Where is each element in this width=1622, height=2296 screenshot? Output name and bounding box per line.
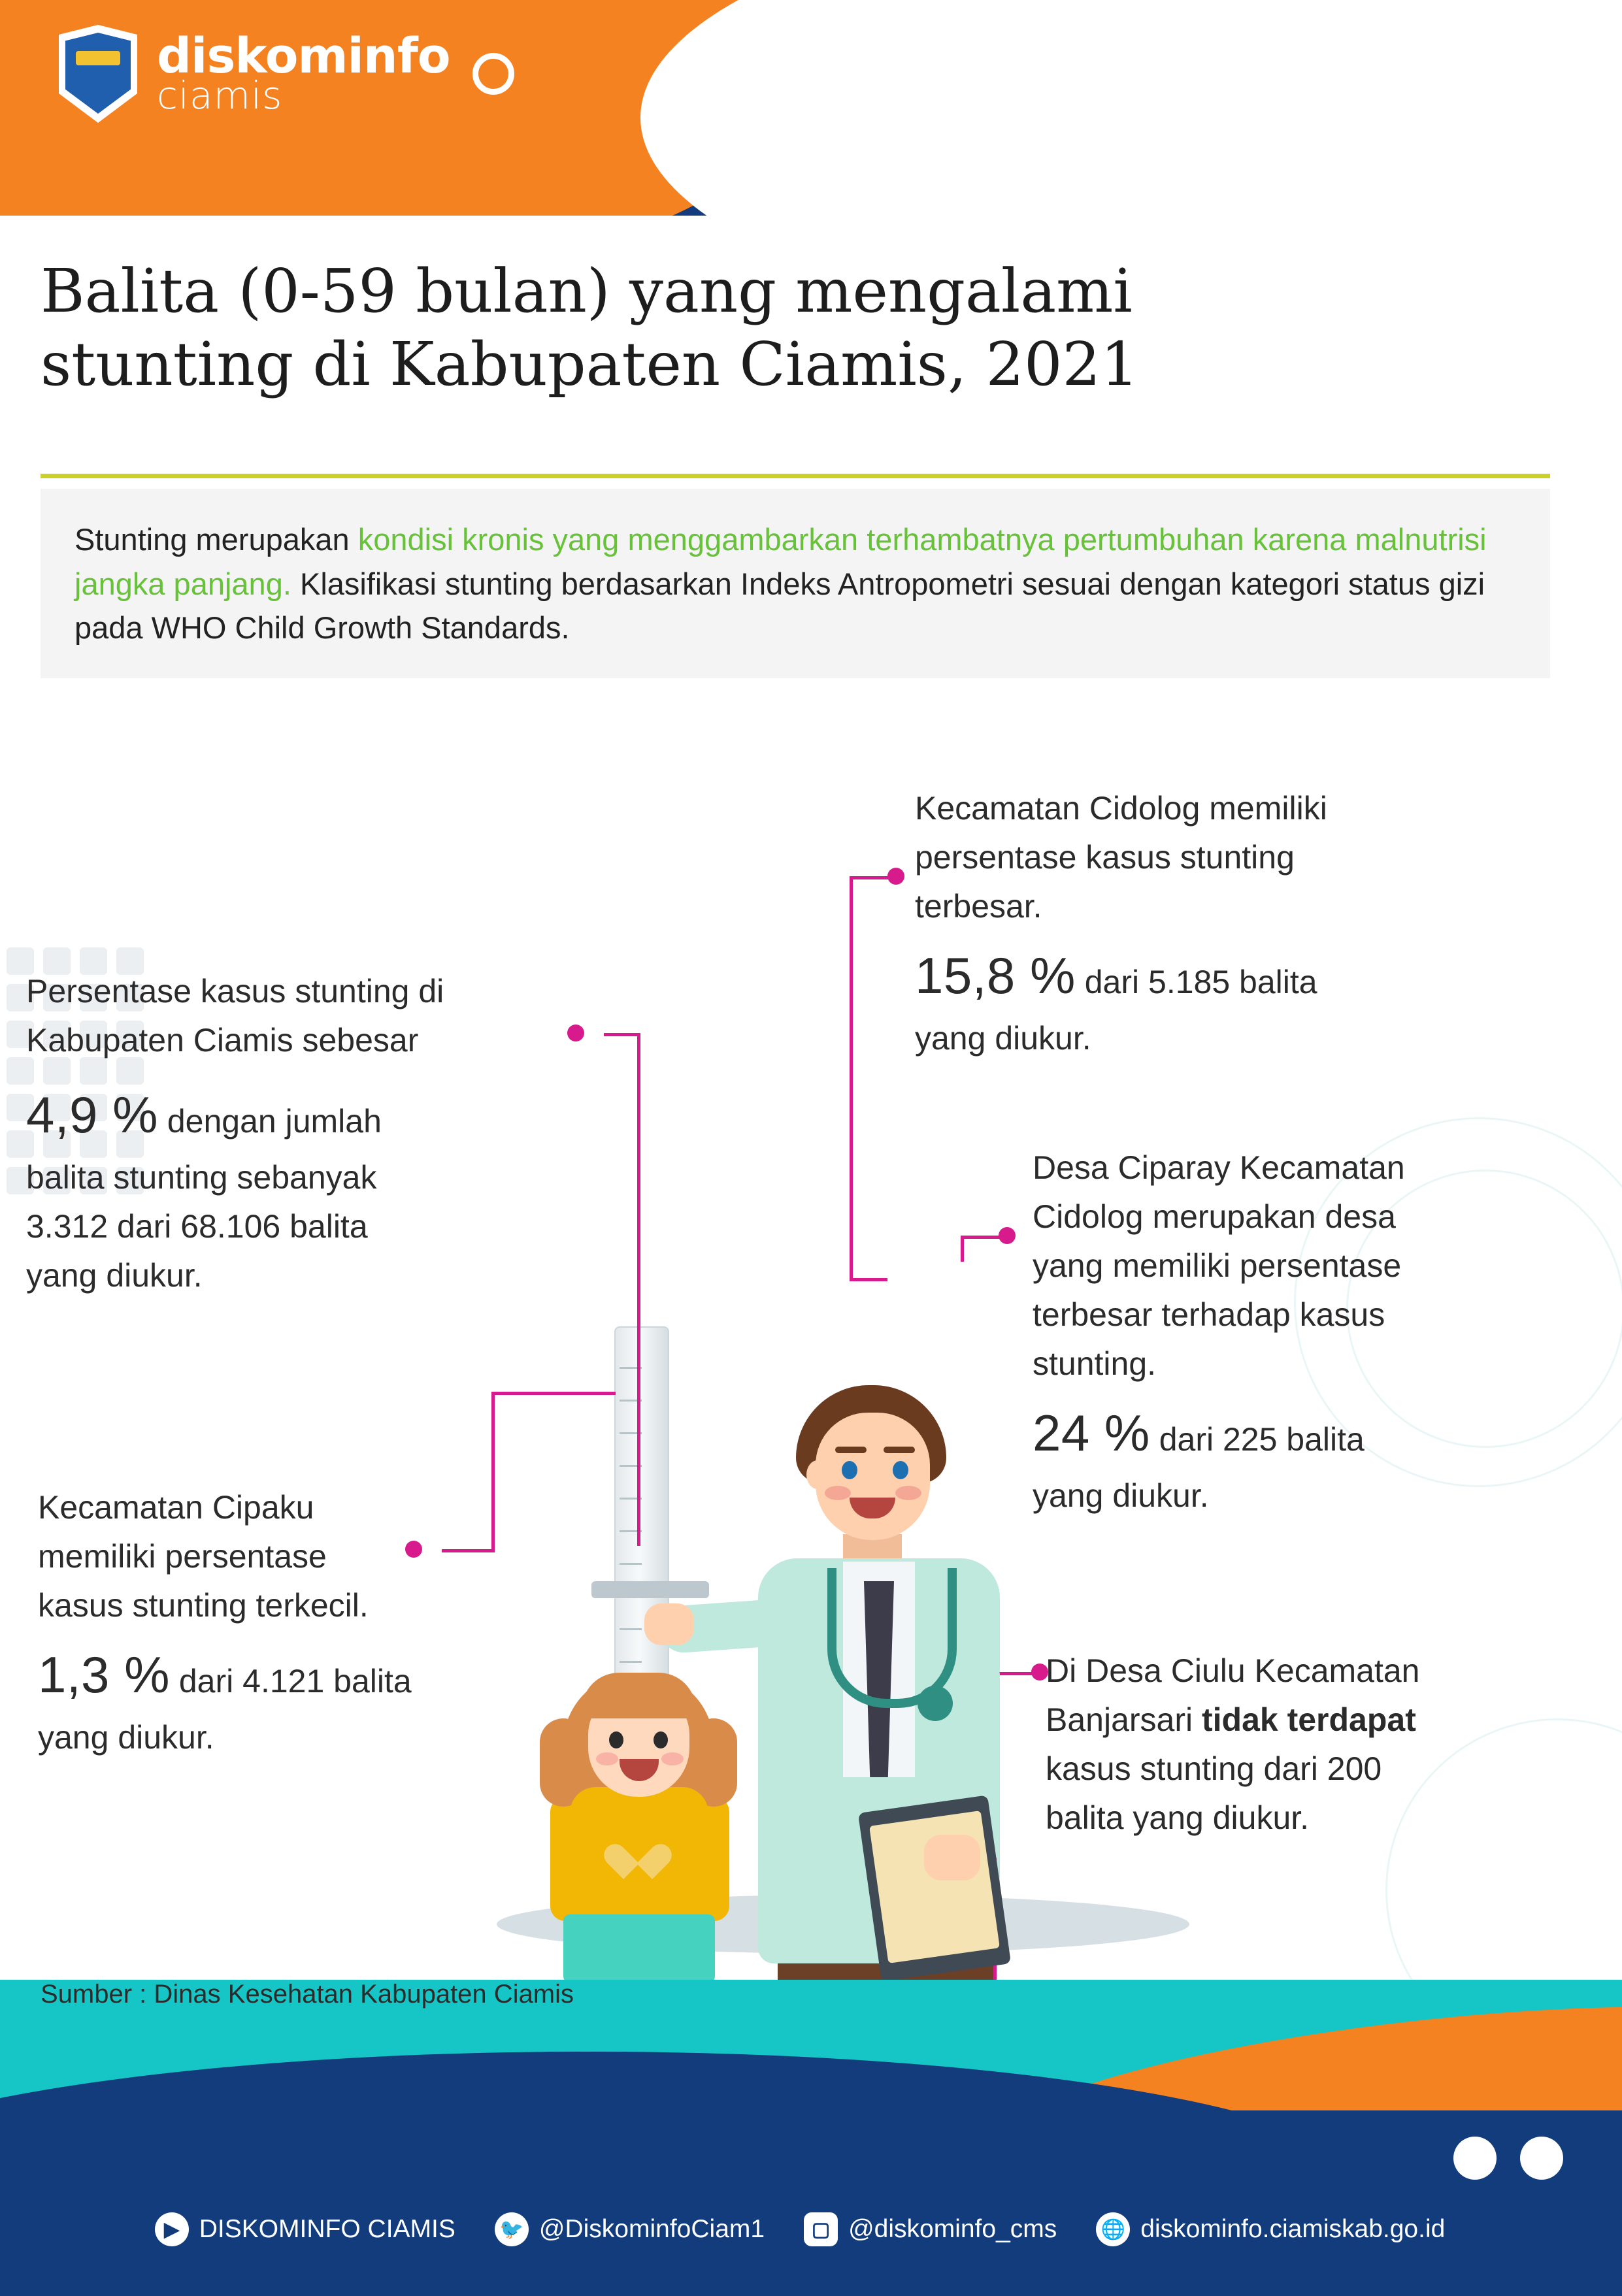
lead-part1: Stunting merupakan — [74, 522, 358, 557]
doctor-eye-right — [893, 1461, 908, 1479]
doctor-right-hand — [924, 1835, 980, 1880]
callout-cipaku-line2: memiliki persentase — [38, 1538, 327, 1575]
connector-line — [961, 1236, 1001, 1239]
callout-kabupaten-line1: Persentase kasus stunting di — [26, 973, 444, 1009]
brand-logo-line1: diskominfo — [157, 28, 450, 85]
callout-ciulu-line2a: Banjarsari — [1046, 1701, 1202, 1738]
content-card — [0, 216, 1622, 1980]
connector-line — [961, 1236, 964, 1262]
callout-cipaku — [38, 1483, 580, 1762]
callout-ciulu-line1: Di Desa Ciulu Kecamatan — [1046, 1652, 1420, 1689]
callout-kabupaten — [26, 967, 634, 1300]
girl-eye-left — [609, 1731, 623, 1748]
callout-ciparay-line2: Cidolog merupakan desa — [1033, 1198, 1396, 1235]
callout-ciparay-value: 24 % — [1033, 1404, 1150, 1462]
heart-icon — [617, 1829, 659, 1867]
callout-ciparay-tail2: yang diukur. — [1033, 1477, 1209, 1514]
doctor-eyebrow-left — [835, 1447, 867, 1453]
callout-cipaku-line3: kasus stunting terkecil. — [38, 1587, 369, 1624]
social-youtube[interactable] — [155, 2212, 455, 2246]
globe-icon: 🌐 — [1096, 2212, 1130, 2246]
social-website-label: diskominfo.ciamiskab.go.id — [1140, 2215, 1446, 2243]
doctor-left-hand — [644, 1603, 694, 1645]
title-divider — [41, 474, 1550, 478]
connector-line — [850, 876, 853, 1281]
twitter-icon: 🐦 — [495, 2212, 529, 2246]
callout-ciparay — [1033, 1143, 1575, 1520]
social-instagram-label: @diskominfo_cms — [848, 2215, 1057, 2243]
doctor-cheek-right — [895, 1486, 921, 1500]
doctor-eyebrow-right — [884, 1447, 915, 1453]
girl-eye-right — [654, 1731, 668, 1748]
footer-dots — [1453, 2137, 1563, 2180]
doctor-cheek-left — [825, 1486, 851, 1500]
callout-ciparay-line4: terbesar terhadap kasus — [1033, 1296, 1385, 1333]
callout-cidolog-line1: Kecamatan Cidolog memiliki — [915, 790, 1327, 827]
callout-kabupaten-tail1: dengan jumlah — [167, 1103, 382, 1140]
doctor-face — [816, 1413, 930, 1540]
page-title-line1: Balita (0-59 bulan) yang mengalami — [41, 256, 1133, 326]
callout-cidolog-tail2: yang diukur. — [915, 1020, 1091, 1057]
callout-ciparay-line1: Desa Ciparay Kecamatan — [1033, 1149, 1405, 1186]
callout-cipaku-tail1: dari 4.121 balita — [178, 1663, 412, 1699]
callout-kabupaten-value: 4,9 % — [26, 1086, 158, 1143]
callout-cipaku-tail2: yang diukur. — [38, 1719, 214, 1756]
callout-kabupaten-line2: Kabupaten Ciamis sebesar — [26, 1022, 419, 1058]
ciamis-crest-icon — [59, 25, 137, 123]
callout-ciparay-line3: yang memiliki persentase — [1033, 1247, 1402, 1284]
social-youtube-label: DISKOMINFO CIAMIS — [199, 2215, 455, 2243]
callout-ciulu-line4: balita yang diukur. — [1046, 1799, 1310, 1836]
stick-head-bar — [591, 1581, 709, 1598]
callout-cidolog-line2: persentase kasus stunting — [915, 839, 1295, 876]
brand-logo-line2: ciamis — [157, 73, 283, 118]
callout-cipaku-line1: Kecamatan Cipaku — [38, 1489, 314, 1526]
callout-kabupaten-tail2: balita stunting sebanyak — [26, 1159, 377, 1196]
social-instagram[interactable] — [804, 2212, 1057, 2246]
source-note: Sumber : Dinas Kesehatan Kabupaten Ciamis — [41, 1980, 574, 2009]
callout-cidolog — [915, 784, 1516, 1063]
stethoscope-head-icon — [918, 1686, 953, 1721]
callout-ciulu-line3: kasus stunting dari 200 — [1046, 1750, 1382, 1787]
callout-ciparay-line5: stunting. — [1033, 1345, 1157, 1382]
lead-highlight: kondisi kronis yang menggambarkan terhambatnya pertumbuhan karena malnutrisi jangka panjang. — [74, 522, 1487, 601]
brand-logo — [59, 25, 514, 123]
connector-line — [850, 876, 890, 879]
callout-cidolog-tail1: dari 5.185 balita — [1084, 964, 1317, 1000]
callout-cidolog-value: 15,8 % — [915, 947, 1076, 1004]
doctor-eye-left — [842, 1461, 857, 1479]
lead-paragraph-box — [41, 489, 1550, 678]
social-website[interactable] — [1096, 2212, 1445, 2246]
girl-cheek-left — [596, 1752, 618, 1765]
brand-logo-text — [157, 28, 450, 118]
connector-line — [850, 1278, 887, 1281]
clipboard-paper — [869, 1811, 1000, 1963]
connector-line — [637, 1033, 640, 1546]
callout-ciulu-line2-bold: tidak terdapat — [1202, 1701, 1416, 1738]
footer-navy-band — [0, 2110, 1622, 2296]
connector-dot-cidolog — [887, 868, 904, 885]
connector-dot-ciparay — [999, 1227, 1016, 1244]
youtube-icon: ▶ — [155, 2212, 189, 2246]
callout-ciulu — [1046, 1647, 1588, 1843]
wifi-dot-icon — [472, 53, 514, 95]
callout-kabupaten-tail3: 3.312 dari 68.106 balita — [26, 1208, 368, 1245]
page-title-line2: stunting di Kabupaten Ciamis, 2021 — [41, 329, 1139, 400]
girl-skirt — [563, 1914, 715, 1980]
girl-cheek-right — [661, 1752, 684, 1765]
connector-line — [491, 1392, 616, 1395]
callout-cipaku-value: 1,3 % — [38, 1646, 170, 1703]
callout-kabupaten-tail4: yang diukur. — [26, 1257, 203, 1294]
instagram-icon: ▢ — [804, 2212, 838, 2246]
callout-cidolog-line3: terbesar. — [915, 888, 1042, 925]
girl-fringe — [582, 1673, 696, 1718]
page-title — [41, 255, 1544, 401]
footer-social-bar — [0, 2212, 1622, 2246]
lead-part2: Klasifikasi stunting berdasarkan Indeks Antropometri sesuai dengan kategori status gizi pada WHO Child Growth Standards. — [74, 566, 1485, 646]
social-twitter-label: @DiskominfoCiam1 — [538, 2215, 765, 2243]
social-twitter[interactable] — [495, 2212, 765, 2246]
callout-ciparay-tail1: dari 225 balita — [1159, 1421, 1365, 1458]
